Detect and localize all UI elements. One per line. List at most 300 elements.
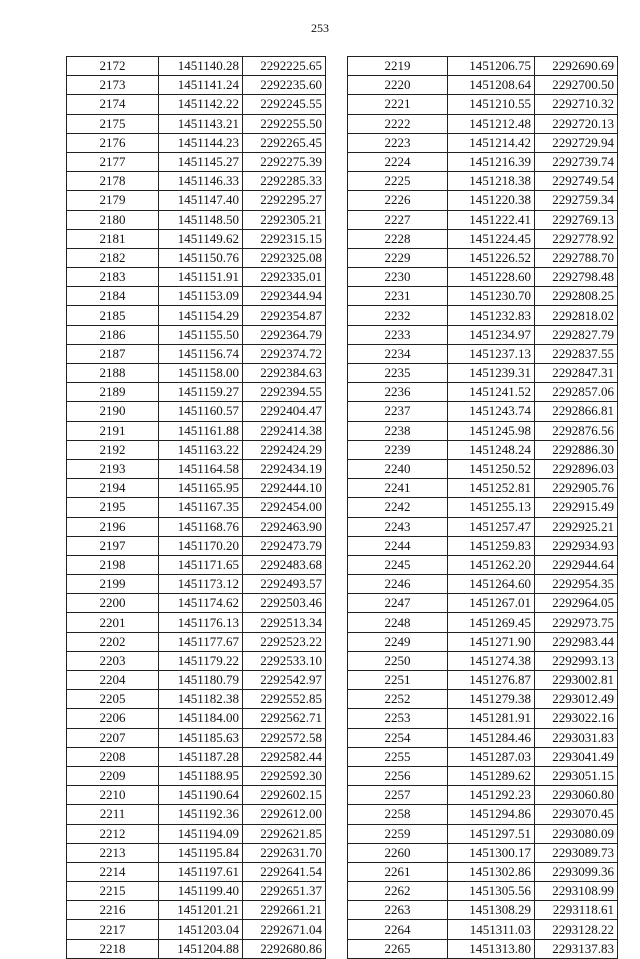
point-id-cell: 2202 (67, 632, 159, 651)
y-coordinate-cell: 2292905.76 (535, 479, 618, 498)
x-coordinate-cell: 1451255.13 (448, 498, 535, 517)
table-row (348, 728, 618, 747)
x-coordinate-cell: 1451279.38 (448, 690, 535, 709)
y-coordinate-cell: 2293099.36 (535, 862, 618, 881)
table-row (67, 364, 326, 383)
y-coordinate-cell: 2292335.01 (243, 268, 326, 287)
y-coordinate-cell: 2292964.05 (535, 594, 618, 613)
x-coordinate-cell: 1451220.38 (448, 191, 535, 210)
point-id-cell: 2258 (348, 805, 448, 824)
x-coordinate-cell: 1451195.84 (159, 843, 243, 862)
x-coordinate-cell: 1451237.13 (448, 344, 535, 363)
y-coordinate-cell: 2292973.75 (535, 613, 618, 632)
y-coordinate-cell: 2292364.79 (243, 325, 326, 344)
table-row (67, 421, 326, 440)
x-coordinate-cell: 1451222.41 (448, 210, 535, 229)
x-coordinate-cell: 1451248.24 (448, 440, 535, 459)
x-coordinate-cell: 1451274.38 (448, 651, 535, 670)
table-row (348, 786, 618, 805)
point-id-cell: 2216 (67, 901, 159, 920)
table-row (67, 824, 326, 843)
x-coordinate-cell: 1451218.38 (448, 172, 535, 191)
table-row (348, 709, 618, 728)
y-coordinate-cell: 2292954.35 (535, 575, 618, 594)
x-coordinate-cell: 1451147.40 (159, 191, 243, 210)
y-coordinate-cell: 2292896.03 (535, 459, 618, 478)
y-coordinate-cell: 2292325.08 (243, 248, 326, 267)
point-id-cell: 2184 (67, 287, 159, 306)
point-id-cell: 2175 (67, 114, 159, 133)
x-coordinate-cell: 1451210.55 (448, 95, 535, 114)
y-coordinate-cell: 2292769.13 (535, 210, 618, 229)
table-row (348, 651, 618, 670)
table-row (67, 613, 326, 632)
point-id-cell: 2188 (67, 364, 159, 383)
x-coordinate-cell: 1451230.70 (448, 287, 535, 306)
x-coordinate-cell: 1451212.48 (448, 114, 535, 133)
point-id-cell: 2194 (67, 479, 159, 498)
y-coordinate-cell: 2292993.13 (535, 651, 618, 670)
x-coordinate-cell: 1451239.31 (448, 364, 535, 383)
x-coordinate-cell: 1451159.27 (159, 383, 243, 402)
x-coordinate-cell: 1451294.86 (448, 805, 535, 824)
point-id-cell: 2243 (348, 517, 448, 536)
point-id-cell: 2223 (348, 133, 448, 152)
y-coordinate-cell: 2292857.06 (535, 383, 618, 402)
point-id-cell: 2182 (67, 248, 159, 267)
y-coordinate-cell: 2292778.92 (535, 229, 618, 248)
x-coordinate-cell: 1451179.22 (159, 651, 243, 670)
y-coordinate-cell: 2292808.25 (535, 287, 618, 306)
table-row (348, 229, 618, 248)
point-id-cell: 2228 (348, 229, 448, 248)
table-row (348, 152, 618, 171)
x-coordinate-cell: 1451182.38 (159, 690, 243, 709)
point-id-cell: 2234 (348, 344, 448, 363)
point-id-cell: 2263 (348, 901, 448, 920)
coordinates-table-right-body (348, 57, 618, 959)
y-coordinate-cell: 2292315.15 (243, 229, 326, 248)
x-coordinate-cell: 1451197.61 (159, 862, 243, 881)
x-coordinate-cell: 1451308.29 (448, 901, 535, 920)
table-row (67, 766, 326, 785)
x-coordinate-cell: 1451156.74 (159, 344, 243, 363)
y-coordinate-cell: 2292592.30 (243, 766, 326, 785)
y-coordinate-cell: 2292739.74 (535, 152, 618, 171)
x-coordinate-cell: 1451234.97 (448, 325, 535, 344)
y-coordinate-cell: 2292533.10 (243, 651, 326, 670)
x-coordinate-cell: 1451292.23 (448, 786, 535, 805)
x-coordinate-cell: 1451154.29 (159, 306, 243, 325)
table-row (67, 229, 326, 248)
point-id-cell: 2251 (348, 671, 448, 690)
x-coordinate-cell: 1451214.42 (448, 133, 535, 152)
point-id-cell: 2237 (348, 402, 448, 421)
point-id-cell: 2235 (348, 364, 448, 383)
table-row (67, 498, 326, 517)
point-id-cell: 2191 (67, 421, 159, 440)
y-coordinate-cell: 2292759.34 (535, 191, 618, 210)
x-coordinate-cell: 1451252.81 (448, 479, 535, 498)
y-coordinate-cell: 2293060.80 (535, 786, 618, 805)
x-coordinate-cell: 1451141.24 (159, 76, 243, 95)
x-coordinate-cell: 1451161.88 (159, 421, 243, 440)
point-id-cell: 2239 (348, 440, 448, 459)
table-row (348, 325, 618, 344)
table-row (348, 57, 618, 76)
y-coordinate-cell: 2292562.71 (243, 709, 326, 728)
point-id-cell: 2244 (348, 536, 448, 555)
x-coordinate-cell: 1451194.09 (159, 824, 243, 843)
table-row (348, 172, 618, 191)
point-id-cell: 2261 (348, 862, 448, 881)
x-coordinate-cell: 1451145.27 (159, 152, 243, 171)
y-coordinate-cell: 2292720.13 (535, 114, 618, 133)
point-id-cell: 2226 (348, 191, 448, 210)
coordinates-table-left-body (67, 57, 326, 959)
x-coordinate-cell: 1451176.13 (159, 613, 243, 632)
table-row (67, 632, 326, 651)
y-coordinate-cell: 2292305.21 (243, 210, 326, 229)
point-id-cell: 2179 (67, 191, 159, 210)
table-row (348, 344, 618, 363)
point-id-cell: 2259 (348, 824, 448, 843)
y-coordinate-cell: 2292424.29 (243, 440, 326, 459)
y-coordinate-cell: 2292934.93 (535, 536, 618, 555)
y-coordinate-cell: 2293070.45 (535, 805, 618, 824)
y-coordinate-cell: 2292414.38 (243, 421, 326, 440)
x-coordinate-cell: 1451167.35 (159, 498, 243, 517)
y-coordinate-cell: 2292454.00 (243, 498, 326, 517)
coordinates-table-right (347, 56, 618, 959)
table-row (67, 344, 326, 363)
x-coordinate-cell: 1451146.33 (159, 172, 243, 191)
x-coordinate-cell: 1451184.00 (159, 709, 243, 728)
point-id-cell: 2225 (348, 172, 448, 191)
x-coordinate-cell: 1451163.22 (159, 440, 243, 459)
table-row (67, 690, 326, 709)
y-coordinate-cell: 2292729.94 (535, 133, 618, 152)
x-coordinate-cell: 1451311.03 (448, 920, 535, 939)
x-coordinate-cell: 1451174.62 (159, 594, 243, 613)
point-id-cell: 2192 (67, 440, 159, 459)
table-row (67, 843, 326, 862)
x-coordinate-cell: 1451192.36 (159, 805, 243, 824)
y-coordinate-cell: 2292434.19 (243, 459, 326, 478)
x-coordinate-cell: 1451155.50 (159, 325, 243, 344)
point-id-cell: 2206 (67, 709, 159, 728)
x-coordinate-cell: 1451160.57 (159, 402, 243, 421)
x-coordinate-cell: 1451257.47 (448, 517, 535, 536)
y-coordinate-cell: 2293128.22 (535, 920, 618, 939)
table-row (67, 805, 326, 824)
table-row (67, 671, 326, 690)
x-coordinate-cell: 1451208.64 (448, 76, 535, 95)
y-coordinate-cell: 2292680.86 (243, 939, 326, 958)
point-id-cell: 2249 (348, 632, 448, 651)
x-coordinate-cell: 1451245.98 (448, 421, 535, 440)
table-row (348, 843, 618, 862)
point-id-cell: 2189 (67, 383, 159, 402)
x-coordinate-cell: 1451144.23 (159, 133, 243, 152)
table-row (67, 939, 326, 958)
y-coordinate-cell: 2292886.30 (535, 440, 618, 459)
point-id-cell: 2220 (348, 76, 448, 95)
y-coordinate-cell: 2292710.32 (535, 95, 618, 114)
x-coordinate-cell: 1451150.76 (159, 248, 243, 267)
x-coordinate-cell: 1451262.20 (448, 555, 535, 574)
point-id-cell: 2174 (67, 95, 159, 114)
point-id-cell: 2193 (67, 459, 159, 478)
table-row (67, 95, 326, 114)
y-coordinate-cell: 2292749.54 (535, 172, 618, 191)
x-coordinate-cell: 1451153.09 (159, 287, 243, 306)
table-row (348, 114, 618, 133)
y-coordinate-cell: 2292384.63 (243, 364, 326, 383)
table-row (67, 172, 326, 191)
table-row (67, 210, 326, 229)
table-row (348, 287, 618, 306)
point-id-cell: 2199 (67, 575, 159, 594)
point-id-cell: 2256 (348, 766, 448, 785)
x-coordinate-cell: 1451259.83 (448, 536, 535, 555)
x-coordinate-cell: 1451187.28 (159, 747, 243, 766)
y-coordinate-cell: 2292265.45 (243, 133, 326, 152)
y-coordinate-cell: 2292818.02 (535, 306, 618, 325)
point-id-cell: 2180 (67, 210, 159, 229)
x-coordinate-cell: 1451143.21 (159, 114, 243, 133)
point-id-cell: 2215 (67, 882, 159, 901)
point-id-cell: 2247 (348, 594, 448, 613)
y-coordinate-cell: 2292503.46 (243, 594, 326, 613)
table-row (67, 747, 326, 766)
point-id-cell: 2265 (348, 939, 448, 958)
table-row (67, 536, 326, 555)
point-id-cell: 2198 (67, 555, 159, 574)
table-row (348, 575, 618, 594)
point-id-cell: 2221 (348, 95, 448, 114)
point-id-cell: 2248 (348, 613, 448, 632)
x-coordinate-cell: 1451224.45 (448, 229, 535, 248)
point-id-cell: 2262 (348, 882, 448, 901)
y-coordinate-cell: 2292473.79 (243, 536, 326, 555)
x-coordinate-cell: 1451165.95 (159, 479, 243, 498)
y-coordinate-cell: 2293022.16 (535, 709, 618, 728)
x-coordinate-cell: 1451289.62 (448, 766, 535, 785)
x-coordinate-cell: 1451188.95 (159, 766, 243, 785)
y-coordinate-cell: 2292444.10 (243, 479, 326, 498)
point-id-cell: 2173 (67, 76, 159, 95)
y-coordinate-cell: 2292275.39 (243, 152, 326, 171)
point-id-cell: 2178 (67, 172, 159, 191)
table-row (67, 114, 326, 133)
table-row (348, 383, 618, 402)
point-id-cell: 2232 (348, 306, 448, 325)
x-coordinate-cell: 1451228.60 (448, 268, 535, 287)
y-coordinate-cell: 2292602.15 (243, 786, 326, 805)
point-id-cell: 2246 (348, 575, 448, 594)
x-coordinate-cell: 1451199.40 (159, 882, 243, 901)
table-row (67, 440, 326, 459)
point-id-cell: 2177 (67, 152, 159, 171)
table-row (348, 440, 618, 459)
point-id-cell: 2176 (67, 133, 159, 152)
table-row (67, 57, 326, 76)
point-id-cell: 2227 (348, 210, 448, 229)
table-row (348, 95, 618, 114)
table-row (67, 459, 326, 478)
point-id-cell: 2205 (67, 690, 159, 709)
y-coordinate-cell: 2292493.57 (243, 575, 326, 594)
table-row (348, 364, 618, 383)
table-row (67, 402, 326, 421)
table-row (67, 594, 326, 613)
point-id-cell: 2255 (348, 747, 448, 766)
table-row (348, 402, 618, 421)
point-id-cell: 2219 (348, 57, 448, 76)
point-id-cell: 2204 (67, 671, 159, 690)
y-coordinate-cell: 2292572.58 (243, 728, 326, 747)
x-coordinate-cell: 1451302.86 (448, 862, 535, 881)
table-row (67, 901, 326, 920)
x-coordinate-cell: 1451164.58 (159, 459, 243, 478)
point-id-cell: 2264 (348, 920, 448, 939)
y-coordinate-cell: 2292983.44 (535, 632, 618, 651)
y-coordinate-cell: 2292690.69 (535, 57, 618, 76)
point-id-cell: 2260 (348, 843, 448, 862)
x-coordinate-cell: 1451232.83 (448, 306, 535, 325)
y-coordinate-cell: 2292552.85 (243, 690, 326, 709)
y-coordinate-cell: 2292798.48 (535, 268, 618, 287)
page-number: 253 (311, 21, 329, 35)
point-id-cell: 2187 (67, 344, 159, 363)
table-row (67, 191, 326, 210)
coordinates-table-left (66, 56, 326, 959)
table-row (67, 287, 326, 306)
point-id-cell: 2207 (67, 728, 159, 747)
x-coordinate-cell: 1451204.88 (159, 939, 243, 958)
table-row (348, 747, 618, 766)
point-id-cell: 2172 (67, 57, 159, 76)
table-row (348, 690, 618, 709)
table-row (348, 517, 618, 536)
x-coordinate-cell: 1451180.79 (159, 671, 243, 690)
table-row (348, 671, 618, 690)
table-row (348, 306, 618, 325)
table-row (348, 901, 618, 920)
y-coordinate-cell: 2292700.50 (535, 76, 618, 95)
table-row (348, 191, 618, 210)
x-coordinate-cell: 1451264.60 (448, 575, 535, 594)
x-coordinate-cell: 1451158.00 (159, 364, 243, 383)
table-row (67, 479, 326, 498)
point-id-cell: 2242 (348, 498, 448, 517)
table-row (348, 421, 618, 440)
x-coordinate-cell: 1451313.80 (448, 939, 535, 958)
table-row (67, 76, 326, 95)
point-id-cell: 2201 (67, 613, 159, 632)
x-coordinate-cell: 1451297.51 (448, 824, 535, 843)
table-row (67, 728, 326, 747)
x-coordinate-cell: 1451168.76 (159, 517, 243, 536)
point-id-cell: 2212 (67, 824, 159, 843)
point-id-cell: 2230 (348, 268, 448, 287)
point-id-cell: 2210 (67, 786, 159, 805)
table-row (348, 498, 618, 517)
point-id-cell: 2183 (67, 268, 159, 287)
y-coordinate-cell: 2293137.83 (535, 939, 618, 958)
table-row (348, 594, 618, 613)
table-row (348, 479, 618, 498)
y-coordinate-cell: 2292661.21 (243, 901, 326, 920)
point-id-cell: 2222 (348, 114, 448, 133)
x-coordinate-cell: 1451305.56 (448, 882, 535, 901)
y-coordinate-cell: 2292612.00 (243, 805, 326, 824)
point-id-cell: 2213 (67, 843, 159, 862)
point-id-cell: 2224 (348, 152, 448, 171)
table-row (348, 133, 618, 152)
table-row (348, 536, 618, 555)
point-id-cell: 2214 (67, 862, 159, 881)
y-coordinate-cell: 2292255.50 (243, 114, 326, 133)
y-coordinate-cell: 2292847.31 (535, 364, 618, 383)
point-id-cell: 2236 (348, 383, 448, 402)
y-coordinate-cell: 2292404.47 (243, 402, 326, 421)
point-id-cell: 2233 (348, 325, 448, 344)
y-coordinate-cell: 2292542.97 (243, 671, 326, 690)
x-coordinate-cell: 1451203.04 (159, 920, 243, 939)
x-coordinate-cell: 1451216.39 (448, 152, 535, 171)
y-coordinate-cell: 2292621.85 (243, 824, 326, 843)
table-row (67, 248, 326, 267)
y-coordinate-cell: 2293080.09 (535, 824, 618, 843)
y-coordinate-cell: 2292631.70 (243, 843, 326, 862)
point-id-cell: 2196 (67, 517, 159, 536)
y-coordinate-cell: 2292523.22 (243, 632, 326, 651)
point-id-cell: 2252 (348, 690, 448, 709)
table-row (67, 383, 326, 402)
point-id-cell: 2197 (67, 536, 159, 555)
point-id-cell: 2229 (348, 248, 448, 267)
table-row (67, 152, 326, 171)
table-row (67, 709, 326, 728)
table-row (67, 920, 326, 939)
point-id-cell: 2209 (67, 766, 159, 785)
y-coordinate-cell: 2292944.64 (535, 555, 618, 574)
point-id-cell: 2218 (67, 939, 159, 958)
x-coordinate-cell: 1451190.64 (159, 786, 243, 805)
point-id-cell: 2238 (348, 421, 448, 440)
y-coordinate-cell: 2293041.49 (535, 747, 618, 766)
table-row (348, 613, 618, 632)
y-coordinate-cell: 2293089.73 (535, 843, 618, 862)
point-id-cell: 2245 (348, 555, 448, 574)
table-row (348, 939, 618, 958)
table-row (67, 555, 326, 574)
y-coordinate-cell: 2292463.90 (243, 517, 326, 536)
point-id-cell: 2217 (67, 920, 159, 939)
x-coordinate-cell: 1451149.62 (159, 229, 243, 248)
point-id-cell: 2186 (67, 325, 159, 344)
x-coordinate-cell: 1451241.52 (448, 383, 535, 402)
y-coordinate-cell: 2292837.55 (535, 344, 618, 363)
table-row (348, 210, 618, 229)
point-id-cell: 2241 (348, 479, 448, 498)
point-id-cell: 2231 (348, 287, 448, 306)
x-coordinate-cell: 1451269.45 (448, 613, 535, 632)
point-id-cell: 2190 (67, 402, 159, 421)
x-coordinate-cell: 1451206.75 (448, 57, 535, 76)
